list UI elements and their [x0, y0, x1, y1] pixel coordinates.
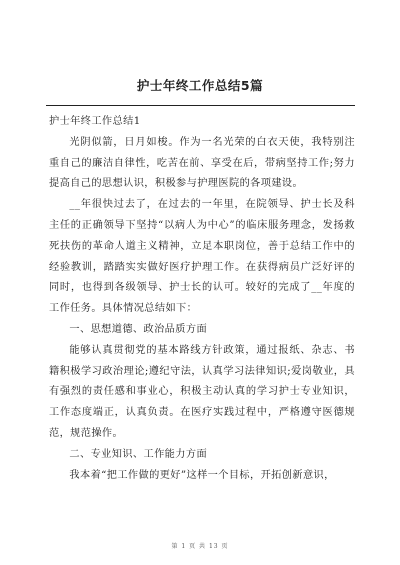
section-subtitle: 护士年终工作总结1 — [49, 116, 141, 127]
document-body — [49, 112, 355, 486]
section-heading-2: 二、专业知识、工作能力方面 — [69, 448, 208, 460]
paragraph-1: 光阴似箭，日月如梭。作为一名光荣的白衣天使，我特别注重自己的廉洁自律性，吃苦在前、享受在后，带病坚持工作;努力提高自己的思想认识，积极参与护理医院的各项建设。 — [49, 136, 355, 190]
document-title: 护士年终工作总结5篇 — [136, 78, 264, 93]
paragraph-2: __年很快过去了，在过去的一年里，在院领导、护士长及科主任的正确领导下坚持“以病人为中心”的临床服务理念，发扬救死扶伤的革命人道主义精神，立足本职岗位，善于总结工作中的经验教训，踏踏实实做好医疗护理工作。在获得病员广泛好评的同时，也得到各级领导、护士长的认可。较好的完成了__年度的工作任务。具体情况总结如下： — [49, 199, 355, 315]
page-number-footer: 第 1 页 共 13 页 — [171, 543, 229, 550]
paragraph-3: 能够认真贯彻党的基本路线方针政策，通过报纸、杂志、书籍积极学习政治理论;遵纪守法，认真学习法律知识;爱岗敬业，具有强烈的责任感和事业心，积极主动认真的学习护士专业知识，工作态度端正，认真负责。在医疗实践过程中，严格遵守医德规范，规范操作。 — [49, 344, 355, 439]
title-divider — [46, 105, 355, 106]
section-heading-1: 一、思想道德、政治品质方面 — [69, 323, 208, 335]
paragraph-4: 我本着“把工作做的更好”这样一个目标，开拓创新意识， — [69, 469, 335, 481]
